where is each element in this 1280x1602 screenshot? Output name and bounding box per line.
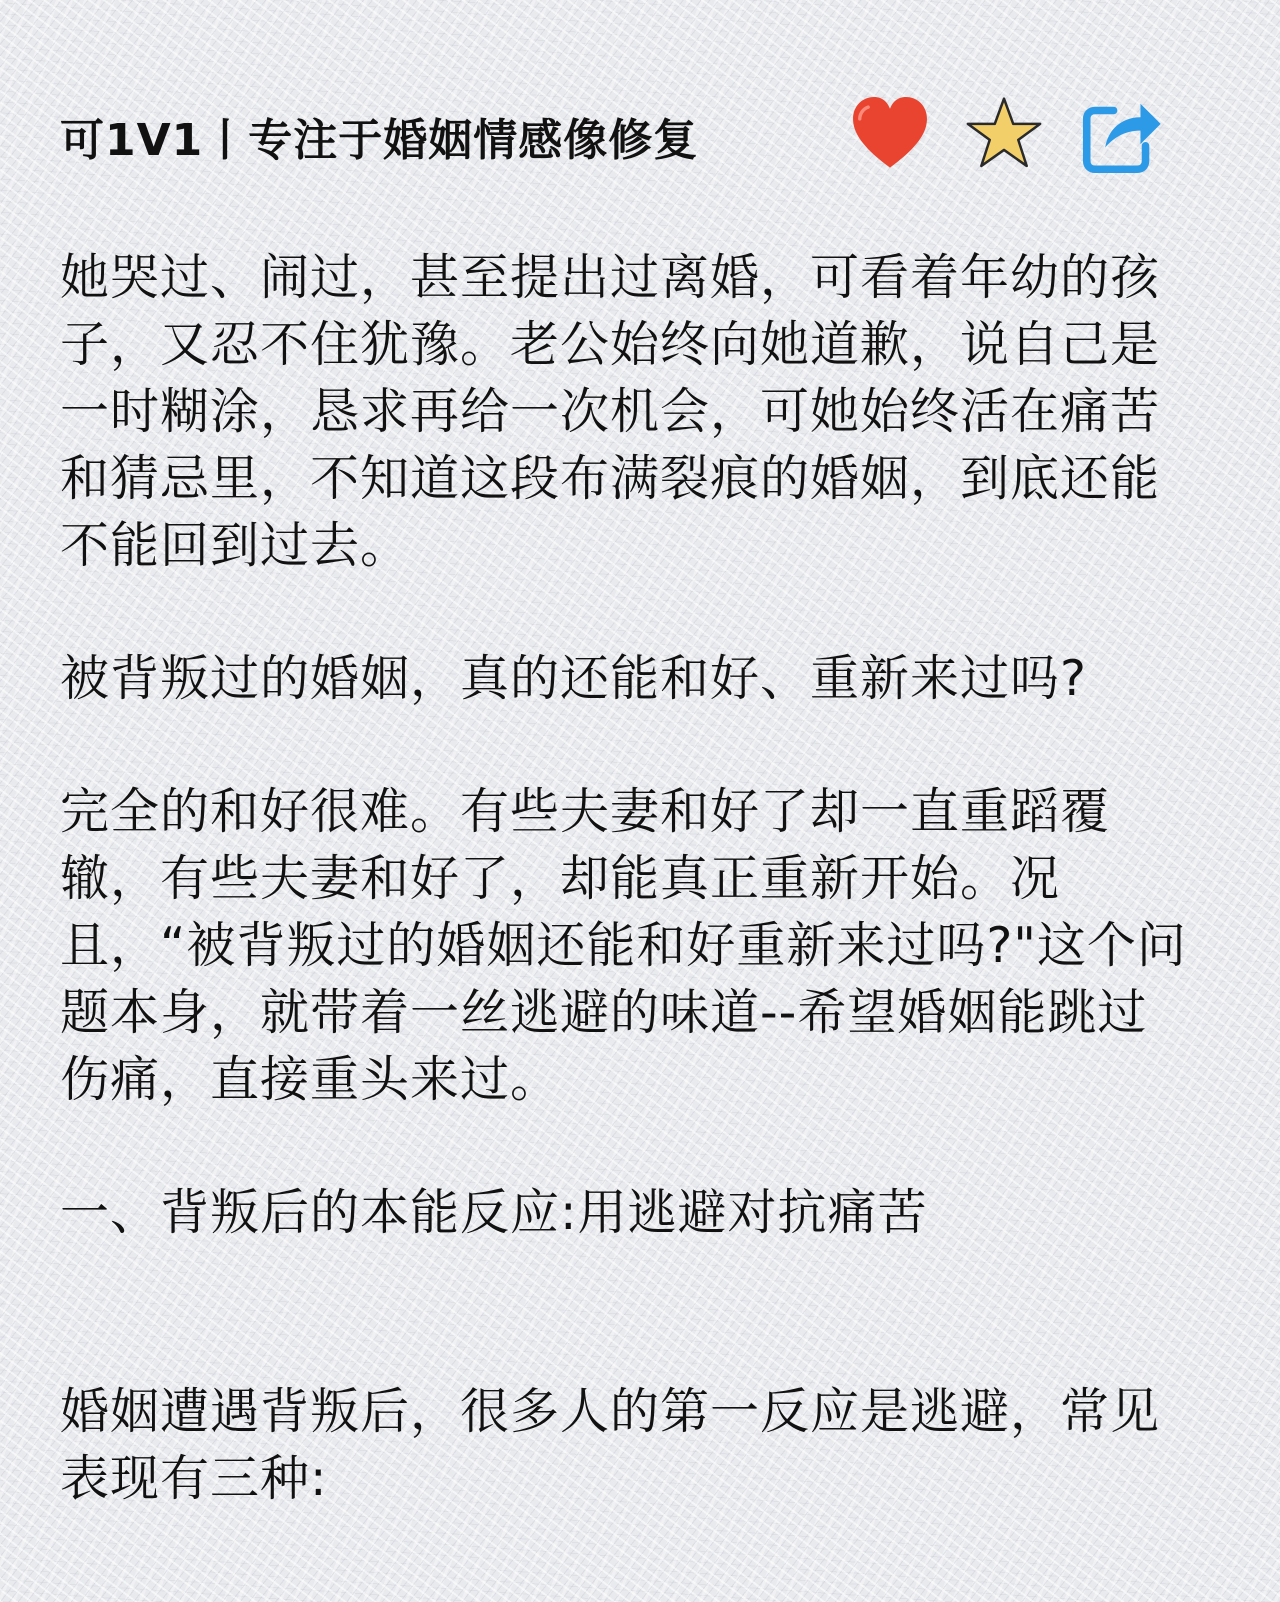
question-line: 被背叛过的婚姻，真的还能和好、重新来过吗? <box>60 650 1088 707</box>
paragraph-3: 婚姻遭遇背叛后，很多人的第一反应是逃避，常见表现有三种: <box>60 1383 1161 1507</box>
article-body <box>60 244 1190 1512</box>
page-title: 可1V1丨专注于婚姻情感像修复 <box>60 115 699 166</box>
post-header <box>60 92 1180 182</box>
paragraph-2: 完全的和好很难。有些夫妻和好了却一直重蹈覆辙，有些夫妻和好了，却能真正重新开始。况且，“被背叛过的婚姻还能和好重新来过吗?"这个问题本身，就带着一丝逃避的味道--希望婚姻能跳过伤痛，直接重头来过。 <box>60 783 1187 1108</box>
paragraph-1: 她哭过、闹过，甚至提出过离婚，可看着年幼的孩子，又忍不住犹豫。老公始终向她道歉，说自己是一时糊涂，恳求再给一次机会，可她始终活在痛苦和猜忌里，不知道这段布满裂痕的婚姻，到底还能不能回到过去。 <box>60 249 1161 574</box>
share-icon[interactable] <box>1080 92 1164 176</box>
section-heading: 一、背叛后的本能反应:用逃避对抗痛苦 <box>60 1184 928 1241</box>
star-icon[interactable] <box>962 92 1046 176</box>
heart-icon[interactable] <box>848 92 932 176</box>
